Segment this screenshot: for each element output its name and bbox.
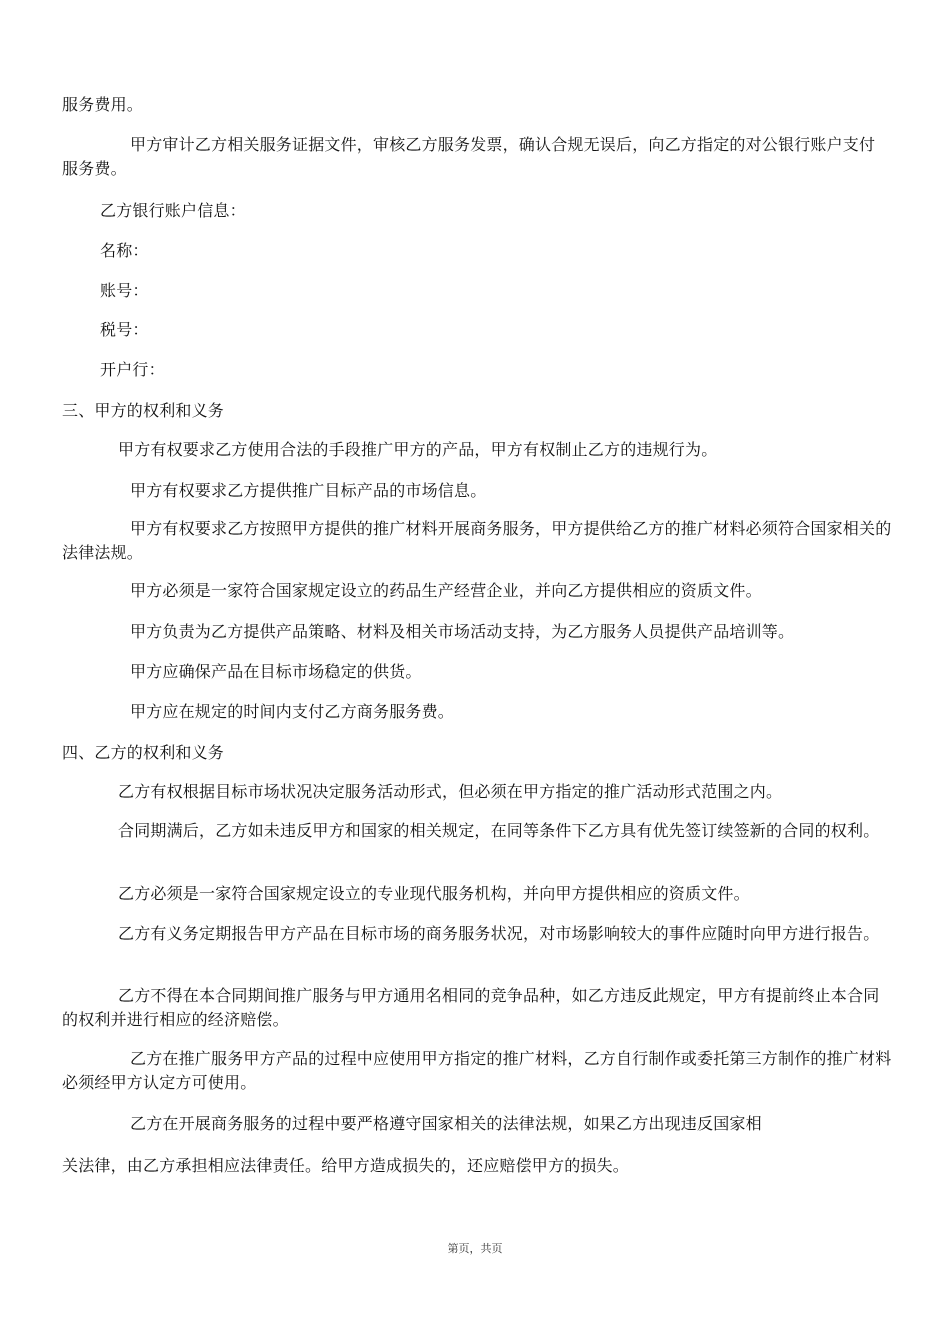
party-b-clause-4: 乙方有义务定期报告甲方产品在目标市场的商务服务状况，对市场影响较大的事件应随时向甲方进行报告。 [118, 924, 880, 943]
party-a-clause-2: 甲方有权要求乙方提供推广目标产品的市场信息。 [130, 481, 487, 500]
paragraph-fee-tail: 服务费用。 [62, 95, 144, 114]
party-b-clause-1: 乙方有权根据目标市场状况决定服务活动形式，但必须在甲方指定的推广活动形式范围之内。 [118, 782, 783, 801]
bank-info-heading: 乙方银行账户信息： [100, 201, 246, 220]
bank-account-label: 账号： [100, 281, 149, 300]
section-heading-party-b: 四、乙方的权利和义务 [62, 743, 225, 762]
section-heading-party-a: 三、甲方的权利和义务 [62, 401, 225, 420]
party-b-clause-7-cont: 关法律，由乙方承担相应法律责任。给甲方造成损失的，还应赔偿甲方的损失。 [62, 1156, 630, 1175]
tax-number-label: 税号： [100, 320, 149, 339]
party-a-clause-5: 甲方负责为乙方提供产品策略、材料及相关市场活动支持，为乙方服务人员提供产品培训等。 [130, 622, 795, 641]
bank-branch-label: 开户行： [100, 360, 165, 379]
party-b-clause-7: 乙方在开展商务服务的过程中要严格遵守国家相关的法律法规，如果乙方出现违反国家相 [130, 1114, 762, 1133]
party-b-clause-6: 乙方在推广服务甲方产品的过程中应使用甲方指定的推广材料，乙方自行制作或委托第三方制作的推广材料必须经甲方认定方可使用。 [62, 1049, 892, 1092]
paragraph-payment-audit: 甲方审计乙方相关服务证据文件，审核乙方服务发票，确认合规无误后，向乙方指定的对公银行账户支付服务费。 [62, 135, 876, 178]
party-a-clause-1: 甲方有权要求乙方使用合法的手段推广甲方的产品，甲方有权制止乙方的违规行为。 [118, 440, 718, 459]
party-a-clause-3: 甲方有权要求乙方按照甲方提供的推广材料开展商务服务，甲方提供给乙方的推广材料必须符合国家相关的法律法规。 [62, 519, 892, 562]
party-a-clause-6: 甲方应确保产品在目标市场稳定的供货。 [130, 662, 422, 681]
party-a-clause-4: 甲方必须是一家符合国家规定设立的药品生产经营企业，并向乙方提供相应的资质文件。 [130, 581, 762, 600]
page-footer: 第页，共页 [447, 1242, 503, 1255]
party-a-clause-7: 甲方应在规定的时间内支付乙方商务服务费。 [130, 702, 455, 721]
bank-name-label: 名称： [100, 241, 149, 260]
party-b-clause-3: 乙方必须是一家符合国家规定设立的专业现代服务机构，并向甲方提供相应的资质文件。 [118, 884, 750, 903]
party-b-clause-2: 合同期满后，乙方如未违反甲方和国家的相关规定，在同等条件下乙方具有优先签订续签新的合同的权利。 [118, 821, 880, 840]
party-b-clause-5: 乙方不得在本合同期间推广服务与甲方通用名相同的竞争品种，如乙方违反此规定，甲方有提前终止本合同的权利并进行相应的经济赔偿。 [62, 986, 880, 1029]
